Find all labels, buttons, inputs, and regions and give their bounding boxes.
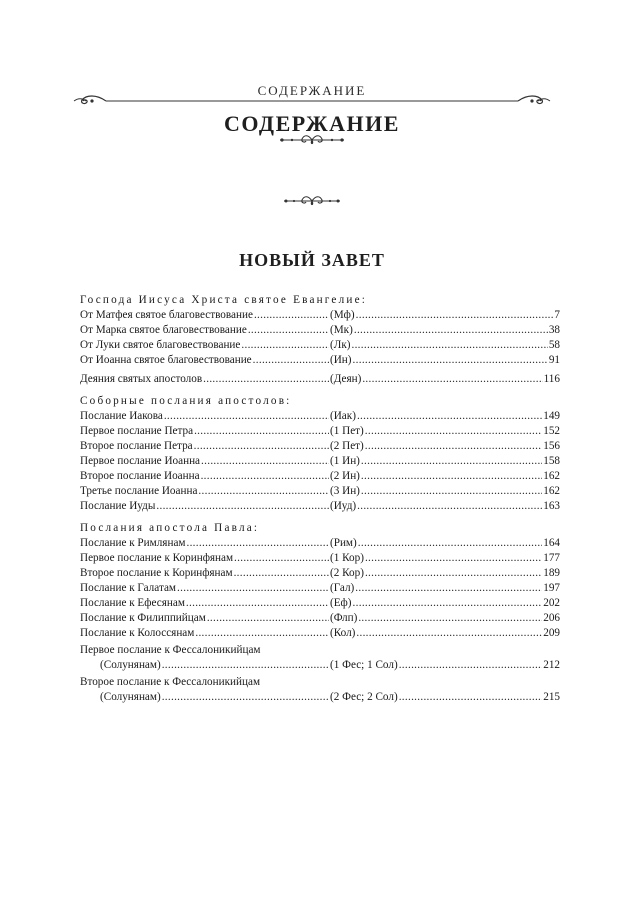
entry-title: Второе послание Иоанна [80, 470, 200, 482]
entry-abbr: (Мк) [330, 324, 353, 336]
entry-abbr: (Ин) [330, 354, 352, 366]
entry-page: 7 [554, 309, 560, 321]
toc-entry[interactable] [80, 372, 560, 387]
entry-page: 202 [543, 597, 560, 609]
entry-abbr: (Еф) [330, 597, 352, 609]
leader-dots [248, 323, 329, 338]
toc-entry[interactable] [80, 308, 560, 323]
leader-dots [358, 611, 542, 626]
entry-page: 152 [543, 425, 560, 437]
toc-entry[interactable] [80, 581, 560, 596]
entry-abbr: (Кол) [330, 627, 356, 639]
title-flourish-icon [272, 133, 352, 147]
entry-title: Послание к Филиппийцам [80, 612, 206, 624]
entry-title: Второе послание к Фессалоникийцам [80, 676, 261, 688]
leader-dots [353, 353, 548, 368]
entry-page: 164 [543, 537, 560, 549]
table-of-contents [80, 292, 560, 705]
entry-abbr: (Рим) [330, 537, 357, 549]
toc-entry[interactable] [80, 353, 560, 368]
leader-dots [234, 566, 329, 581]
entry-abbr: (Иак) [330, 410, 356, 422]
toc-entry[interactable] [80, 596, 560, 611]
entry-title: От Матфея святое благовествование [80, 309, 253, 321]
entry-title: Послание Иакова [80, 410, 163, 422]
leader-dots [198, 484, 329, 499]
entry-abbr: (2 Пет) [330, 440, 364, 452]
entry-title: Послание Иуды [80, 500, 156, 512]
toc-entry[interactable] [80, 536, 560, 551]
entry-page: 162 [543, 470, 560, 482]
leader-dots [201, 454, 329, 469]
entry-page: 163 [543, 500, 560, 512]
entry-page: 215 [543, 691, 560, 703]
leader-dots [399, 690, 543, 705]
leader-dots [357, 409, 542, 424]
toc-entry[interactable] [80, 454, 560, 469]
leader-dots [186, 596, 329, 611]
page-title: СОДЕРЖАНИЕ [224, 111, 400, 136]
entry-abbr: (Гал) [330, 582, 355, 594]
toc-entry-continuation [80, 690, 560, 705]
leader-dots [362, 372, 542, 387]
leader-dots [254, 308, 329, 323]
toc-entry[interactable] [80, 424, 560, 439]
entry-page: 209 [543, 627, 560, 639]
leader-dots [234, 551, 329, 566]
leader-dots [195, 626, 329, 641]
toc-entry[interactable] [80, 439, 560, 454]
entry-page: 189 [543, 567, 560, 579]
toc-entry[interactable] [80, 626, 560, 641]
entry-title: Второе послание Петра [80, 440, 193, 452]
entry-abbr: (Лк) [330, 339, 351, 351]
entry-abbr: (Деян) [330, 373, 362, 385]
entry-title: Второе послание к Коринфянам [80, 567, 233, 579]
entry-title: От Марка святое благовествование [80, 324, 247, 336]
leader-dots [351, 338, 547, 353]
entry-page: 149 [543, 410, 560, 422]
leader-dots [361, 484, 542, 499]
toc-entry[interactable] [80, 409, 560, 424]
leader-dots [358, 536, 542, 551]
entry-title: От Луки святое благовествование [80, 339, 241, 351]
leader-dots [162, 690, 329, 705]
entry-page: 91 [548, 354, 560, 366]
entry-title: Первое послание Иоанна [80, 455, 201, 467]
entry-page: 158 [543, 455, 560, 467]
leader-dots [399, 658, 543, 673]
leader-dots [156, 499, 329, 514]
toc-entry-multiline[interactable] [80, 643, 560, 673]
entry-page: 116 [543, 373, 560, 385]
running-title: СОДЕРЖАНИЕ [257, 83, 367, 98]
entry-abbr: (1 Пет) [330, 425, 364, 437]
header-rule-ornament-icon [72, 92, 552, 108]
leader-dots [356, 626, 542, 641]
entry-title-cont: (Солунянам) [100, 659, 161, 671]
leader-dots [241, 338, 329, 353]
entry-page: 162 [543, 485, 560, 497]
entry-title: Послание к Галатам [80, 582, 177, 594]
toc-entry[interactable] [80, 566, 560, 581]
entry-abbr: (2 Фес; 2 Сол) [330, 691, 398, 703]
leader-dots [357, 499, 542, 514]
leader-dots [365, 424, 542, 439]
leader-dots [162, 658, 329, 673]
leader-dots [186, 536, 329, 551]
toc-entry[interactable] [80, 611, 560, 626]
toc-entry-continuation [80, 658, 560, 673]
leader-dots [365, 439, 542, 454]
entry-page: 156 [543, 440, 560, 452]
toc-entry[interactable] [80, 499, 560, 514]
leader-dots [361, 454, 542, 469]
leader-dots [177, 581, 329, 596]
entry-title: Первое послание к Коринфянам [80, 552, 234, 564]
entry-abbr: (3 Ин) [330, 485, 360, 497]
entry-title: Деяния святых апостолов [80, 373, 203, 385]
entry-abbr: (2 Кор) [330, 567, 364, 579]
entry-title: Первое послание Петра [80, 425, 194, 437]
entry-title-cont: (Солунянам) [100, 691, 161, 703]
leader-dots [353, 596, 543, 611]
leader-dots [356, 308, 554, 323]
entry-title: От Иоанна святое благовествование [80, 354, 252, 366]
leader-dots [355, 581, 542, 596]
entry-page: 197 [543, 582, 560, 594]
leader-dots [164, 409, 329, 424]
entry-abbr: (1 Ин) [330, 455, 360, 467]
entry-page: 206 [543, 612, 560, 624]
entry-abbr: (Мф) [330, 309, 355, 321]
leader-dots [203, 372, 329, 387]
leader-dots [194, 439, 329, 454]
entry-title: Послание к Римлянам [80, 537, 186, 549]
toc-entry-multiline[interactable] [80, 675, 560, 705]
leader-dots [207, 611, 329, 626]
leader-dots [354, 323, 548, 338]
toc-entry[interactable] [80, 469, 560, 484]
section-title: НОВЫЙ ЗАВЕТ [239, 250, 385, 270]
toc-entry[interactable] [80, 323, 560, 338]
leader-dots [194, 424, 329, 439]
entry-page: 212 [543, 659, 560, 671]
group-heading: Соборные послания апостолов: [80, 395, 292, 407]
toc-entry[interactable] [80, 338, 560, 353]
leader-dots [361, 469, 542, 484]
divider-flourish-icon [280, 194, 344, 208]
leader-dots [365, 551, 542, 566]
leader-dots [201, 469, 329, 484]
leader-dots [365, 566, 542, 581]
toc-entry[interactable] [80, 484, 560, 499]
entry-abbr: (Иуд) [330, 500, 357, 512]
toc-entry[interactable] [80, 551, 560, 566]
entry-abbr: (Флп) [330, 612, 358, 624]
entry-page: 38 [548, 324, 560, 336]
leader-dots [253, 353, 329, 368]
entry-abbr: (2 Ин) [330, 470, 360, 482]
group-heading: Господа Иисуса Христа святое Евангелие: [80, 294, 368, 306]
entry-page: 177 [543, 552, 560, 564]
entry-abbr: (1 Фес; 1 Сол) [330, 659, 398, 671]
entry-title: Послание к Ефесянам [80, 597, 185, 609]
entry-page: 58 [548, 339, 560, 351]
group-heading: Послания апостола Павла: [80, 522, 260, 534]
entry-abbr: (1 Кор) [330, 552, 364, 564]
entry-title: Первое послание к Фессалоникийцам [80, 644, 261, 656]
entry-title: Третье послание Иоанна [80, 485, 198, 497]
entry-title: Послание к Колоссянам [80, 627, 195, 639]
